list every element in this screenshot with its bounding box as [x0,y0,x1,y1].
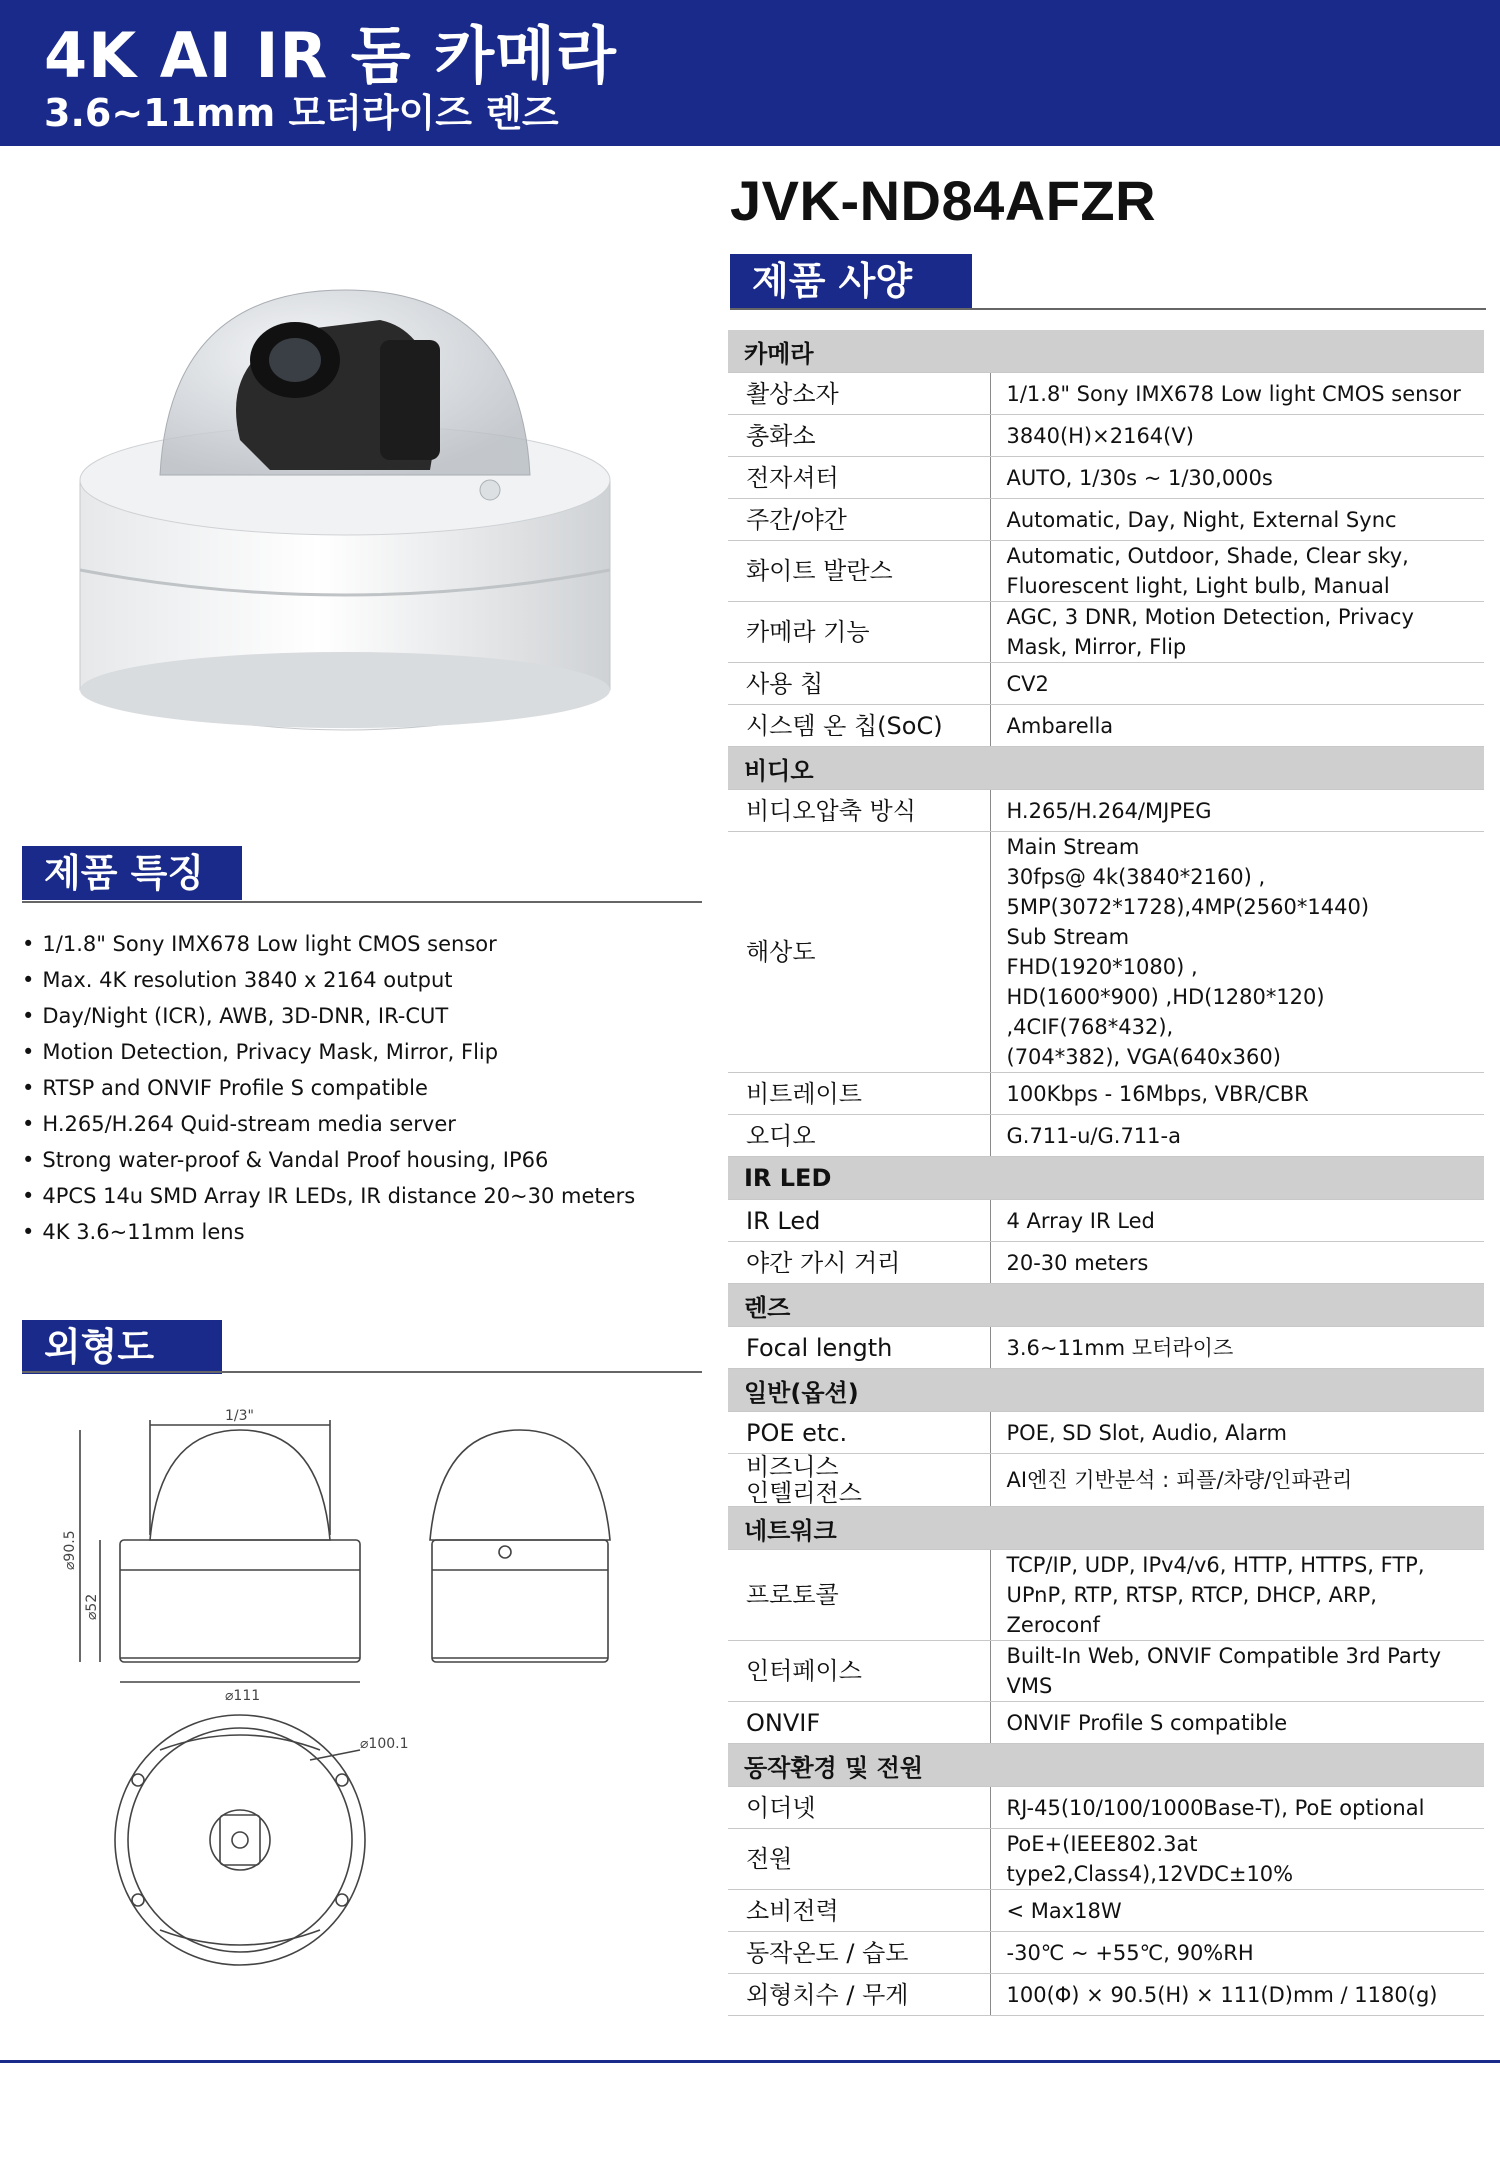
spec-category-row [728,1369,1484,1412]
spec-key: 인터페이스 [728,1641,990,1702]
spec-value: Built-In Web, ONVIF Compatible 3rd Party VMS [990,1641,1484,1702]
spec-value: Main Stream 30fps@ 4k(3840*2160) , 5MP(3072*1728),4MP(2560*1440) Sub Stream FHD(1920*1080) , HD(1600*900) ,HD(1280*120) ,4CIF(768*432), (704*382), VGA(640x360) [990,832,1484,1073]
spec-row [728,1115,1484,1157]
spec-key: Focal length [728,1327,990,1369]
section-drawing-title: 외형도 [22,1320,222,1374]
spec-category-label: 비디오 [728,747,1484,790]
divider [22,1371,702,1373]
spec-value: 3.6~11mm 모터라이즈 [990,1327,1484,1369]
camera-photo [70,250,620,770]
spec-value: AUTO, 1/30s ~ 1/30,000s [990,457,1484,499]
spec-key: 사용 칩 [728,663,990,705]
spec-category-row [728,330,1484,373]
spec-key: 카메라 기능 [728,602,990,663]
spec-value: AI엔진 기반분석 : 피플/차량/인파관리 [990,1454,1484,1507]
dim-height-total: ⌀90.5 [62,1530,78,1570]
spec-value: Automatic, Day, Night, External Sync [990,499,1484,541]
feature-item: • Strong water-proof & Vandal Proof housing, IP66 [22,1142,635,1178]
spec-category-row [728,747,1484,790]
spec-key: 동작온도 / 습도 [728,1932,990,1974]
spec-row [728,1890,1484,1932]
spec-category-row [728,1744,1484,1787]
page-subtitle: 3.6~11mm 모터라이즈 렌즈 [44,91,559,135]
spec-value: TCP/IP, UDP, IPv4/v6, HTTP, HTTPS, FTP, UPnP, RTP, RTSP, RTCP, DHCP, ARP, Zeroconf [990,1550,1484,1641]
spec-row [728,1242,1484,1284]
feature-item: • H.265/H.264 Quid-stream media server [22,1106,635,1142]
spec-row [728,1412,1484,1454]
spec-category-label: IR LED [728,1157,1484,1200]
spec-key: IR Led [728,1200,990,1242]
spec-row [728,1641,1484,1702]
feature-item: • Max. 4K resolution 3840 x 2164 output [22,962,635,998]
spec-value: G.711-u/G.711-a [990,1115,1484,1157]
spec-row [728,1702,1484,1744]
spec-category-row [728,1157,1484,1200]
dim-width: ⌀111 [225,1688,261,1704]
feature-item: • 4PCS 14u SMD Array IR LEDs, IR distance 20~30 meters [22,1178,635,1214]
spec-value: 4 Array IR Led [990,1200,1484,1242]
spec-value: Automatic, Outdoor, Shade, Clear sky, Fluorescent light, Light bulb, Manual [990,541,1484,602]
spec-row [728,1454,1484,1507]
spec-key: ONVIF [728,1702,990,1744]
model-number: JVK-ND84AFZR [730,169,1157,232]
spec-key: 오디오 [728,1115,990,1157]
spec-value: POE, SD Slot, Audio, Alarm [990,1412,1484,1454]
spec-row [728,1787,1484,1829]
spec-row [728,415,1484,457]
spec-category-label: 카메라 [728,330,1484,373]
spec-key: 비디오압축 방식 [728,790,990,832]
feature-list [22,926,635,1250]
divider [22,901,702,903]
spec-category-label: 동작환경 및 전원 [728,1744,1484,1787]
spec-category-label: 렌즈 [728,1284,1484,1327]
spec-key: 프로토콜 [728,1550,990,1641]
spec-category-label: 일반(옵션) [728,1369,1484,1412]
spec-row [728,1327,1484,1369]
feature-item: • Day/Night (ICR), AWB, 3D-DNR, IR-CUT [22,998,635,1034]
spec-key: 촬상소자 [728,373,990,415]
spec-value: 3840(H)×2164(V) [990,415,1484,457]
spec-row [728,1974,1484,2016]
dim-top-width: 1/3" [225,1408,254,1424]
dimension-drawing [60,1408,710,2040]
feature-item: • Motion Detection, Privacy Mask, Mirror, Flip [22,1034,635,1070]
spec-key: 화이트 발란스 [728,541,990,602]
spec-row [728,602,1484,663]
spec-value: AGC, 3 DNR, Motion Detection, Privacy Mask, Mirror, Flip [990,602,1484,663]
spec-key: 전원 [728,1829,990,1890]
spec-value: CV2 [990,663,1484,705]
spec-key: 비트레이트 [728,1073,990,1115]
spec-key: POE etc. [728,1412,990,1454]
spec-key: 시스템 온 칩(SoC) [728,705,990,747]
spec-row [728,1200,1484,1242]
spec-row [728,790,1484,832]
spec-value: < Max18W [990,1890,1484,1932]
spec-value: 100(Φ) × 90.5(H) × 111(D)mm / 1180(g) [990,1974,1484,2016]
spec-value: Ambarella [990,705,1484,747]
spec-value: -30℃ ~ +55℃, 90%RH [990,1932,1484,1974]
spec-row [728,373,1484,415]
spec-row [728,1829,1484,1890]
spec-category-label: 네트워크 [728,1507,1484,1550]
spec-key: 전자셔터 [728,457,990,499]
spec-value: 100Kbps - 16Mbps, VBR/CBR [990,1073,1484,1115]
spec-value: H.265/H.264/MJPEG [990,790,1484,832]
spec-value: PoE+(IEEE802.3at type2,Class4),12VDC±10% [990,1829,1484,1890]
spec-key: 총화소 [728,415,990,457]
feature-item: • 1/1.8" Sony IMX678 Low light CMOS sensor [22,926,635,962]
feature-item: • 4K 3.6~11mm lens [22,1214,635,1250]
page-title: 4K AI IR 돔 카메라 [44,19,617,92]
spec-key: 해상도 [728,832,990,1073]
section-features-title: 제품 특징 [22,846,242,900]
spec-row [728,663,1484,705]
spec-value: 1/1.8" Sony IMX678 Low light CMOS sensor [990,373,1484,415]
spec-row [728,457,1484,499]
divider [730,308,1486,310]
spec-category-row [728,1284,1484,1327]
spec-row [728,1932,1484,1974]
spec-key: 이더넷 [728,1787,990,1829]
spec-key: 소비전력 [728,1890,990,1932]
spec-key: 야간 가시 거리 [728,1242,990,1284]
spec-value: 20-30 meters [990,1242,1484,1284]
spec-row [728,499,1484,541]
feature-item: • RTSP and ONVIF Profile S compatible [22,1070,635,1106]
spec-category-row [728,1507,1484,1550]
spec-row [728,1073,1484,1115]
footer-line [0,2060,1500,2063]
spec-row [728,541,1484,602]
dim-diameter: ⌀100.1 [360,1736,409,1752]
spec-row [728,705,1484,747]
spec-key: 주간/야간 [728,499,990,541]
header-banner [0,0,1500,146]
spec-row [728,1550,1484,1641]
spec-value: RJ-45(10/100/1000Base-T), PoE optional [990,1787,1484,1829]
spec-key: 비즈니스 인텔리전스 [728,1454,990,1507]
spec-value: ONVIF Profile S compatible [990,1702,1484,1744]
section-spec-title: 제품 사양 [730,254,972,308]
dim-height-body: ⌀52 [84,1593,100,1620]
spec-row [728,832,1484,1073]
spec-table [728,330,1484,2016]
spec-key: 외형치수 / 무게 [728,1974,990,2016]
